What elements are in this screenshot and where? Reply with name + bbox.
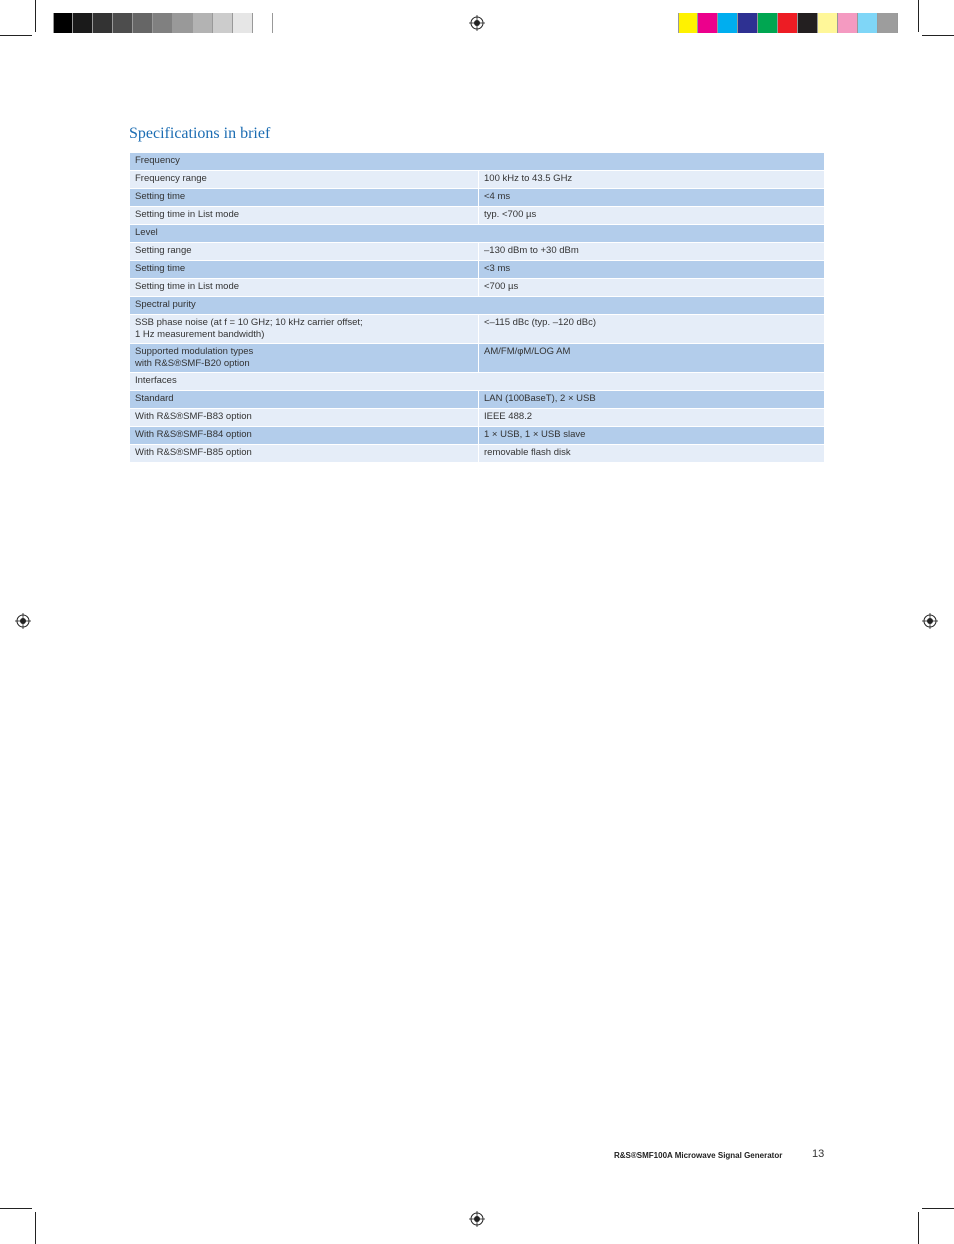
specifications-table bbox=[130, 152, 824, 463]
table-row bbox=[130, 207, 824, 224]
registration-mark-icon bbox=[469, 15, 485, 31]
color-swatch bbox=[778, 13, 798, 33]
color-swatch bbox=[758, 13, 778, 33]
table-row bbox=[130, 427, 824, 444]
section-header-label: Level bbox=[130, 225, 824, 242]
spec-label bbox=[130, 315, 478, 343]
color-swatch bbox=[213, 13, 233, 33]
spec-value: <–115 dBc (typ. –120 dBc) bbox=[478, 315, 824, 343]
table-row bbox=[130, 409, 824, 426]
spec-label: Setting time in List mode bbox=[130, 207, 478, 224]
color-swatch bbox=[738, 13, 758, 33]
color-swatch bbox=[858, 13, 878, 33]
spec-label: With R&S®SMF-B83 option bbox=[130, 409, 478, 426]
color-swatch bbox=[133, 13, 153, 33]
color-swatch bbox=[818, 13, 838, 33]
color-swatch bbox=[53, 13, 73, 33]
color-swatch bbox=[878, 13, 898, 33]
spec-value: <3 ms bbox=[478, 261, 824, 278]
spec-value: AM/FM/φM/LOG AM bbox=[478, 344, 824, 372]
color-swatch bbox=[678, 13, 698, 33]
table-row bbox=[130, 243, 824, 260]
spec-value: <4 ms bbox=[478, 189, 824, 206]
registration-mark-icon bbox=[922, 613, 938, 629]
table-row bbox=[130, 279, 824, 296]
registration-mark-icon bbox=[469, 1211, 485, 1227]
spec-label bbox=[130, 344, 478, 372]
footer-product-name: R&S®SMF100A Microwave Signal Generator bbox=[614, 1151, 783, 1160]
registration-mark-icon bbox=[15, 613, 31, 629]
spec-label-line: Supported modulation types bbox=[135, 346, 254, 357]
page-number: 13 bbox=[812, 1148, 825, 1160]
color-swatch bbox=[838, 13, 858, 33]
spec-label: Setting time bbox=[130, 189, 478, 206]
section-header-spectral-purity bbox=[130, 297, 824, 314]
process-color-bar bbox=[678, 13, 898, 33]
section-header-label: Spectral purity bbox=[130, 297, 824, 314]
section-header-level bbox=[130, 225, 824, 242]
table-row bbox=[130, 261, 824, 278]
section-title: Specifications in brief bbox=[129, 125, 271, 142]
color-swatch bbox=[73, 13, 93, 33]
spec-label-line: SSB phase noise (at f = 10 GHz; 10 kHz carrier offset; bbox=[135, 317, 363, 328]
color-swatch bbox=[113, 13, 133, 33]
section-header-label: Interfaces bbox=[130, 373, 824, 390]
color-swatch bbox=[253, 13, 273, 33]
spec-label-line: 1 Hz measurement bandwidth) bbox=[135, 329, 265, 340]
grayscale-color-bar bbox=[53, 13, 273, 33]
table-row bbox=[130, 391, 824, 408]
spec-value: <700 µs bbox=[478, 279, 824, 296]
color-swatch bbox=[718, 13, 738, 33]
color-swatch bbox=[698, 13, 718, 33]
spec-value: IEEE 488.2 bbox=[478, 409, 824, 426]
table-row bbox=[130, 171, 824, 188]
table-row bbox=[130, 445, 824, 462]
color-swatch bbox=[153, 13, 173, 33]
spec-label: Setting range bbox=[130, 243, 478, 260]
table-row bbox=[130, 189, 824, 206]
spec-label: Setting time in List mode bbox=[130, 279, 478, 296]
color-swatch bbox=[193, 13, 213, 33]
spec-label: Frequency range bbox=[130, 171, 478, 188]
spec-value: typ. <700 µs bbox=[478, 207, 824, 224]
color-swatch bbox=[233, 13, 253, 33]
color-swatch bbox=[93, 13, 113, 33]
table-row-modulation bbox=[130, 344, 824, 372]
spec-label: Setting time bbox=[130, 261, 478, 278]
spec-value: LAN (100BaseT), 2 × USB bbox=[478, 391, 824, 408]
spec-value: 100 kHz to 43.5 GHz bbox=[478, 171, 824, 188]
spec-label: With R&S®SMF-B84 option bbox=[130, 427, 478, 444]
section-header-label: Frequency bbox=[130, 153, 824, 170]
color-swatch bbox=[798, 13, 818, 33]
spec-label-line: with R&S®SMF-B20 option bbox=[135, 358, 250, 369]
spec-value: –130 dBm to +30 dBm bbox=[478, 243, 824, 260]
color-swatch bbox=[173, 13, 193, 33]
spec-label: With R&S®SMF-B85 option bbox=[130, 445, 478, 462]
table-row bbox=[130, 315, 824, 343]
spec-label: Standard bbox=[130, 391, 478, 408]
spec-value: 1 × USB, 1 × USB slave bbox=[478, 427, 824, 444]
spec-value: removable flash disk bbox=[478, 445, 824, 462]
section-header-frequency bbox=[130, 153, 824, 170]
section-header-interfaces bbox=[130, 373, 824, 390]
